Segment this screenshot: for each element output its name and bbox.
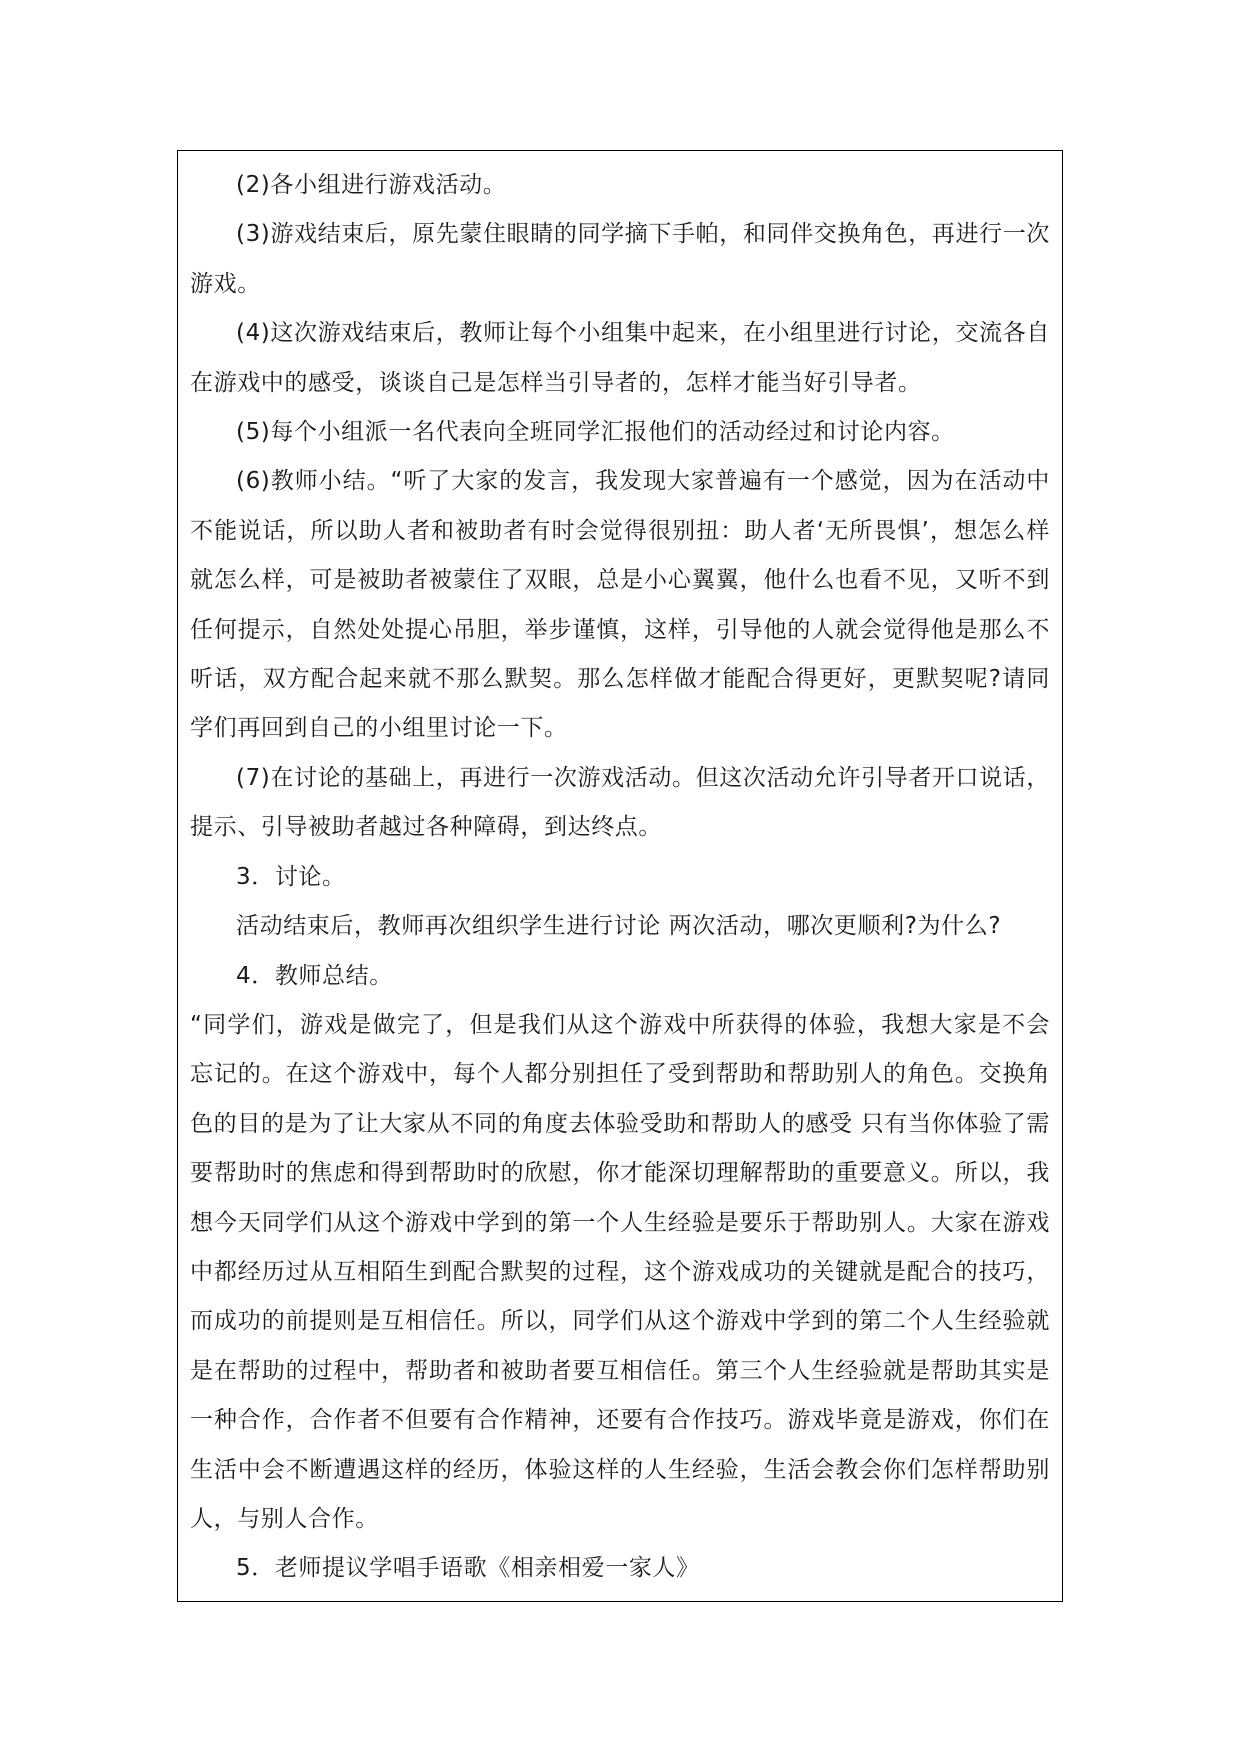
- paragraph-teacher-summary: “同学们，游戏是做完了，但是我们从这个游戏中所获得的体验，我想大家是不会忘记的。在这个游戏中，每个人都分别担任了受到帮助和帮助别人的角色。交换角色的目的是为了让大家从不同的角度去体验受助和帮助人的感受 只有当你体验了需要帮助时的焦虑和得到帮助时的欣慰，你才能深切理解帮助的重要意义。所以，我想今天同学们从这个游戏中学到的第一个人生经验是要乐于帮助别人。大家在游戏中都经历过从互相陌生到配合默契的过程，这个游戏成功的关键就是配合的技巧，而成功的前提则是互相信任。所以，同学们从这个游戏中学到的第二个人生经验就是在帮助的过程中，帮助者和被助者要互相信任。第三个人生经验就是帮助其实是一种合作，合作者不但要有合作精神，还要有合作技巧。游戏毕竟是游戏，你们在生活中会不断遭遇这样的经历，体验这样的人生经验，生活会教会你们怎样帮助别人，与别人合作。: [190, 1011, 1050, 1532]
- section-heading-song: 5．老师提议学唱手语歌《相亲相爱一家人》: [236, 1555, 700, 1582]
- section-heading-summary: 4．教师总结。: [236, 962, 393, 989]
- paragraph-step-2: (2)各小组进行游戏活动。: [236, 172, 507, 198]
- paragraph-step-3: (3)游戏结束后，原先蒙住眼睛的同学摘下手帕，和同伴交换角色，再进行一次游戏。: [190, 221, 1050, 297]
- table-cell-frame: [177, 150, 1063, 1602]
- paragraph-step-7: (7)在讨论的基础上，再进行一次游戏活动。但这次活动允许引导者开口说话，提示、引导被助者越过各种障碍，到达终点。: [190, 764, 1050, 841]
- paragraph-step-6: (6)教师小结。“听了大家的发言，我发现大家普遍有一个感觉，因为在活动中不能说话，所以助人者和被助者有时会觉得很别扭：助人者‘无所畏惧’，想怎么样就怎么样，可是被助者被蒙住了双眼，总是小心翼翼，他什么也看不见，又听不到任何提示，自然处处提心吊胆，举步谨慎，这样，引导他的人就会觉得他是那么不听话，双方配合起来就不那么默契。那么怎样做才能配合得更好，更默契呢?请同学们再回到自己的小组里讨论一下。: [190, 468, 1050, 742]
- section-heading-discussion: 3．讨论。: [236, 863, 346, 890]
- paragraph-discussion: 活动结束后，教师再次组织学生进行讨论 两次活动，哪次更顺利?为什么?: [236, 913, 1002, 940]
- paragraph-step-4: (4)这次游戏结束后，教师让每个小组集中起来，在小组里进行讨论，交流各自在游戏中的感受，谈谈自己是怎样当引导者的，怎样才能当好引导者。: [190, 320, 1050, 396]
- paragraph-step-5: (5)每个小组派一名代表向全班同学汇报他们的活动经过和讨论内容。: [236, 419, 955, 446]
